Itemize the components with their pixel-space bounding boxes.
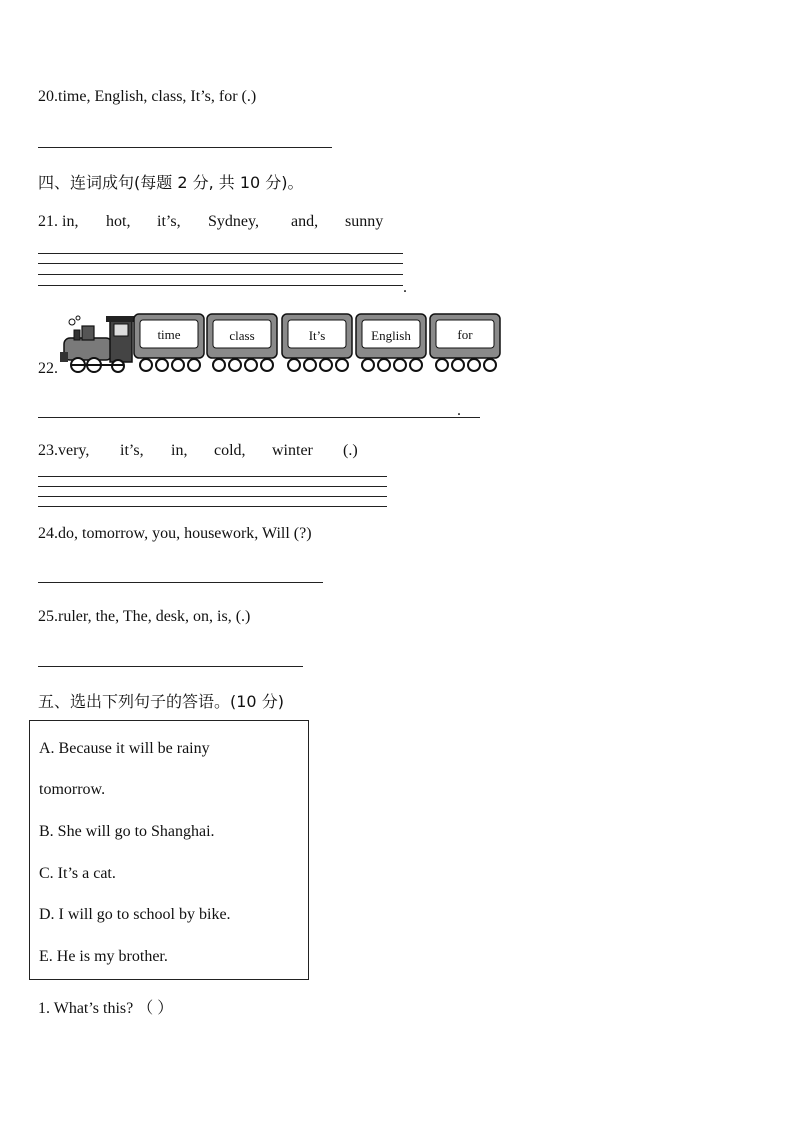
train-car xyxy=(207,314,277,371)
word: in, xyxy=(171,442,188,459)
car-word-for: for xyxy=(457,327,473,342)
writing-line xyxy=(38,253,403,254)
car-word-its: It’s xyxy=(308,328,326,343)
word: 23.very, xyxy=(38,442,90,459)
answer-line-24[interactable] xyxy=(38,582,323,583)
question-20-text: 20.time, English, class, It’s, for (.) xyxy=(38,88,257,105)
word: winter xyxy=(272,442,313,459)
train-illustration xyxy=(60,310,505,376)
word: 21. in, xyxy=(38,213,79,230)
section-5-title: 五、选出下列句子的答语。(10 分) xyxy=(38,692,284,711)
word: it’s, xyxy=(120,442,144,459)
end-mark-21: . xyxy=(403,279,407,296)
train-car xyxy=(430,314,500,371)
option-d: D. I will go to school by bike. xyxy=(39,906,231,923)
word: Sydney, xyxy=(208,213,259,230)
car-word-class: class xyxy=(229,328,255,343)
train-car xyxy=(282,314,352,371)
train-car xyxy=(134,314,204,371)
question-25-text: 25.ruler, the, The, desk, on, is, (.) xyxy=(38,608,251,625)
writing-line xyxy=(38,506,387,507)
word: sunny xyxy=(345,213,384,230)
writing-line xyxy=(38,486,387,487)
word: cold, xyxy=(214,442,246,459)
writing-line xyxy=(38,476,387,477)
locomotive-icon xyxy=(60,316,136,372)
option-e: E. He is my brother. xyxy=(39,948,168,965)
option-a-line1: A. Because it will be rainy xyxy=(39,740,210,757)
writing-line xyxy=(38,496,387,497)
question-24-text: 24.do, tomorrow, you, housework, Will (?) xyxy=(38,525,312,542)
answer-line-20[interactable] xyxy=(38,147,332,148)
question-1-text[interactable]: 1. What’s this? （ ） xyxy=(38,1000,174,1017)
section-4-title: 四、连词成句(每题 2 分, 共 10 分)。 xyxy=(38,173,304,192)
train-car xyxy=(356,314,426,371)
word: and, xyxy=(291,213,319,230)
car-word-time: time xyxy=(157,327,181,342)
writing-line xyxy=(38,263,403,264)
writing-line xyxy=(38,274,403,275)
word: (.) xyxy=(343,442,358,459)
question-22-number: 22. xyxy=(38,360,58,377)
option-a-line2: tomorrow. xyxy=(39,781,106,798)
option-c: C. It’s a cat. xyxy=(39,865,116,882)
answer-options-box xyxy=(29,720,309,980)
end-mark-22: . xyxy=(457,402,461,419)
option-b: B. She will go to Shanghai. xyxy=(39,823,215,840)
answer-line-25[interactable] xyxy=(38,666,303,667)
answer-line-22[interactable] xyxy=(38,417,480,418)
car-word-english: English xyxy=(371,328,411,343)
writing-line xyxy=(38,285,403,286)
word: hot, xyxy=(106,213,131,230)
word: it’s, xyxy=(157,213,181,230)
